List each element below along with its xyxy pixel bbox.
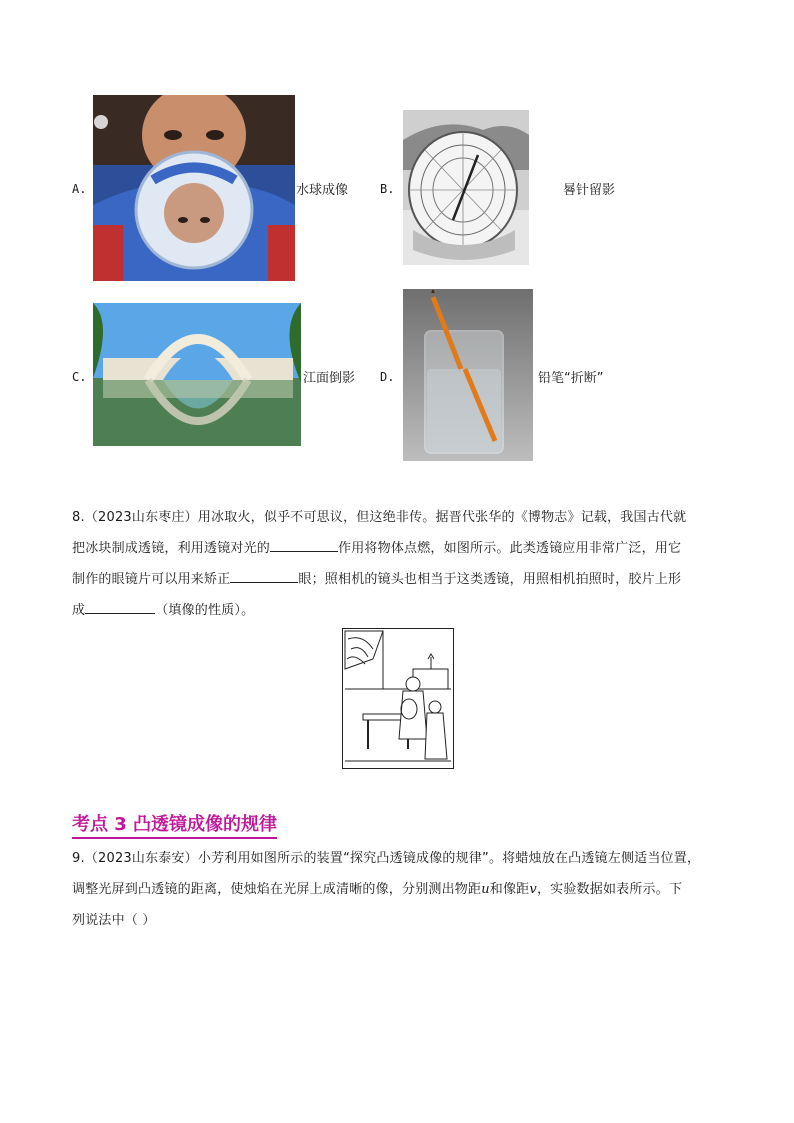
question-9 [72, 843, 732, 936]
bridge-reflection-image [93, 303, 301, 446]
ice-lens-illustration [342, 628, 454, 769]
q8-line-2: 把冰块制成透镜，利用透镜对光的 作用将物体点燃，如图所示。此类透镜应用非常广泛，用它 [72, 533, 732, 564]
option-a-caption: 水球成像 [296, 183, 349, 198]
q9-line-2: 调整光屏到凸透镜的距离，使烛焰在光屏上成清晰的像，分别测出物距u和像距v，实验数据如表所示。下 [72, 882, 683, 897]
option-c-letter: C. [72, 370, 87, 384]
water-ball-image [93, 95, 295, 281]
pencil-in-glass-image [403, 289, 533, 461]
section-title: 考点 3 凸透镜成像的规律 [72, 810, 277, 839]
sundial-image [403, 110, 529, 265]
q8-line-1: 8.（2023山东枣庄）用冰取火，似乎不可思议，但这绝非传。据晋代张华的《博物志》记载，我国古代就 [72, 510, 687, 525]
option-b-letter: B. [380, 182, 395, 196]
option-c-caption: 江面倒影 [303, 371, 356, 386]
option-a-letter: A. [72, 182, 87, 196]
answer-blank-1[interactable] [270, 537, 338, 552]
option-d-caption: 铅笔“折断” [538, 371, 604, 386]
q9-line-1: 9.（2023山东泰安）小芳利用如图所示的装置“探究凸透镜成像的规律”。将蜡烛放在凸透镜左侧适当位置， [72, 851, 701, 866]
option-b-caption: 晷针留影 [563, 183, 616, 198]
q8-line-4: 成 （填像的性质）。 [72, 595, 732, 626]
q8-line-3: 制作的眼镜片可以用来矫正 眼；照相机的镜头也相当于这类透镜，用照相机拍照时，胶片上形 [72, 564, 732, 595]
question-8 [72, 502, 732, 626]
answer-blank-3[interactable] [85, 599, 155, 614]
answer-blank-2[interactable] [230, 568, 298, 583]
q9-line-3: 列说法中（ ） [72, 913, 156, 928]
option-d-letter: D. [380, 370, 395, 384]
